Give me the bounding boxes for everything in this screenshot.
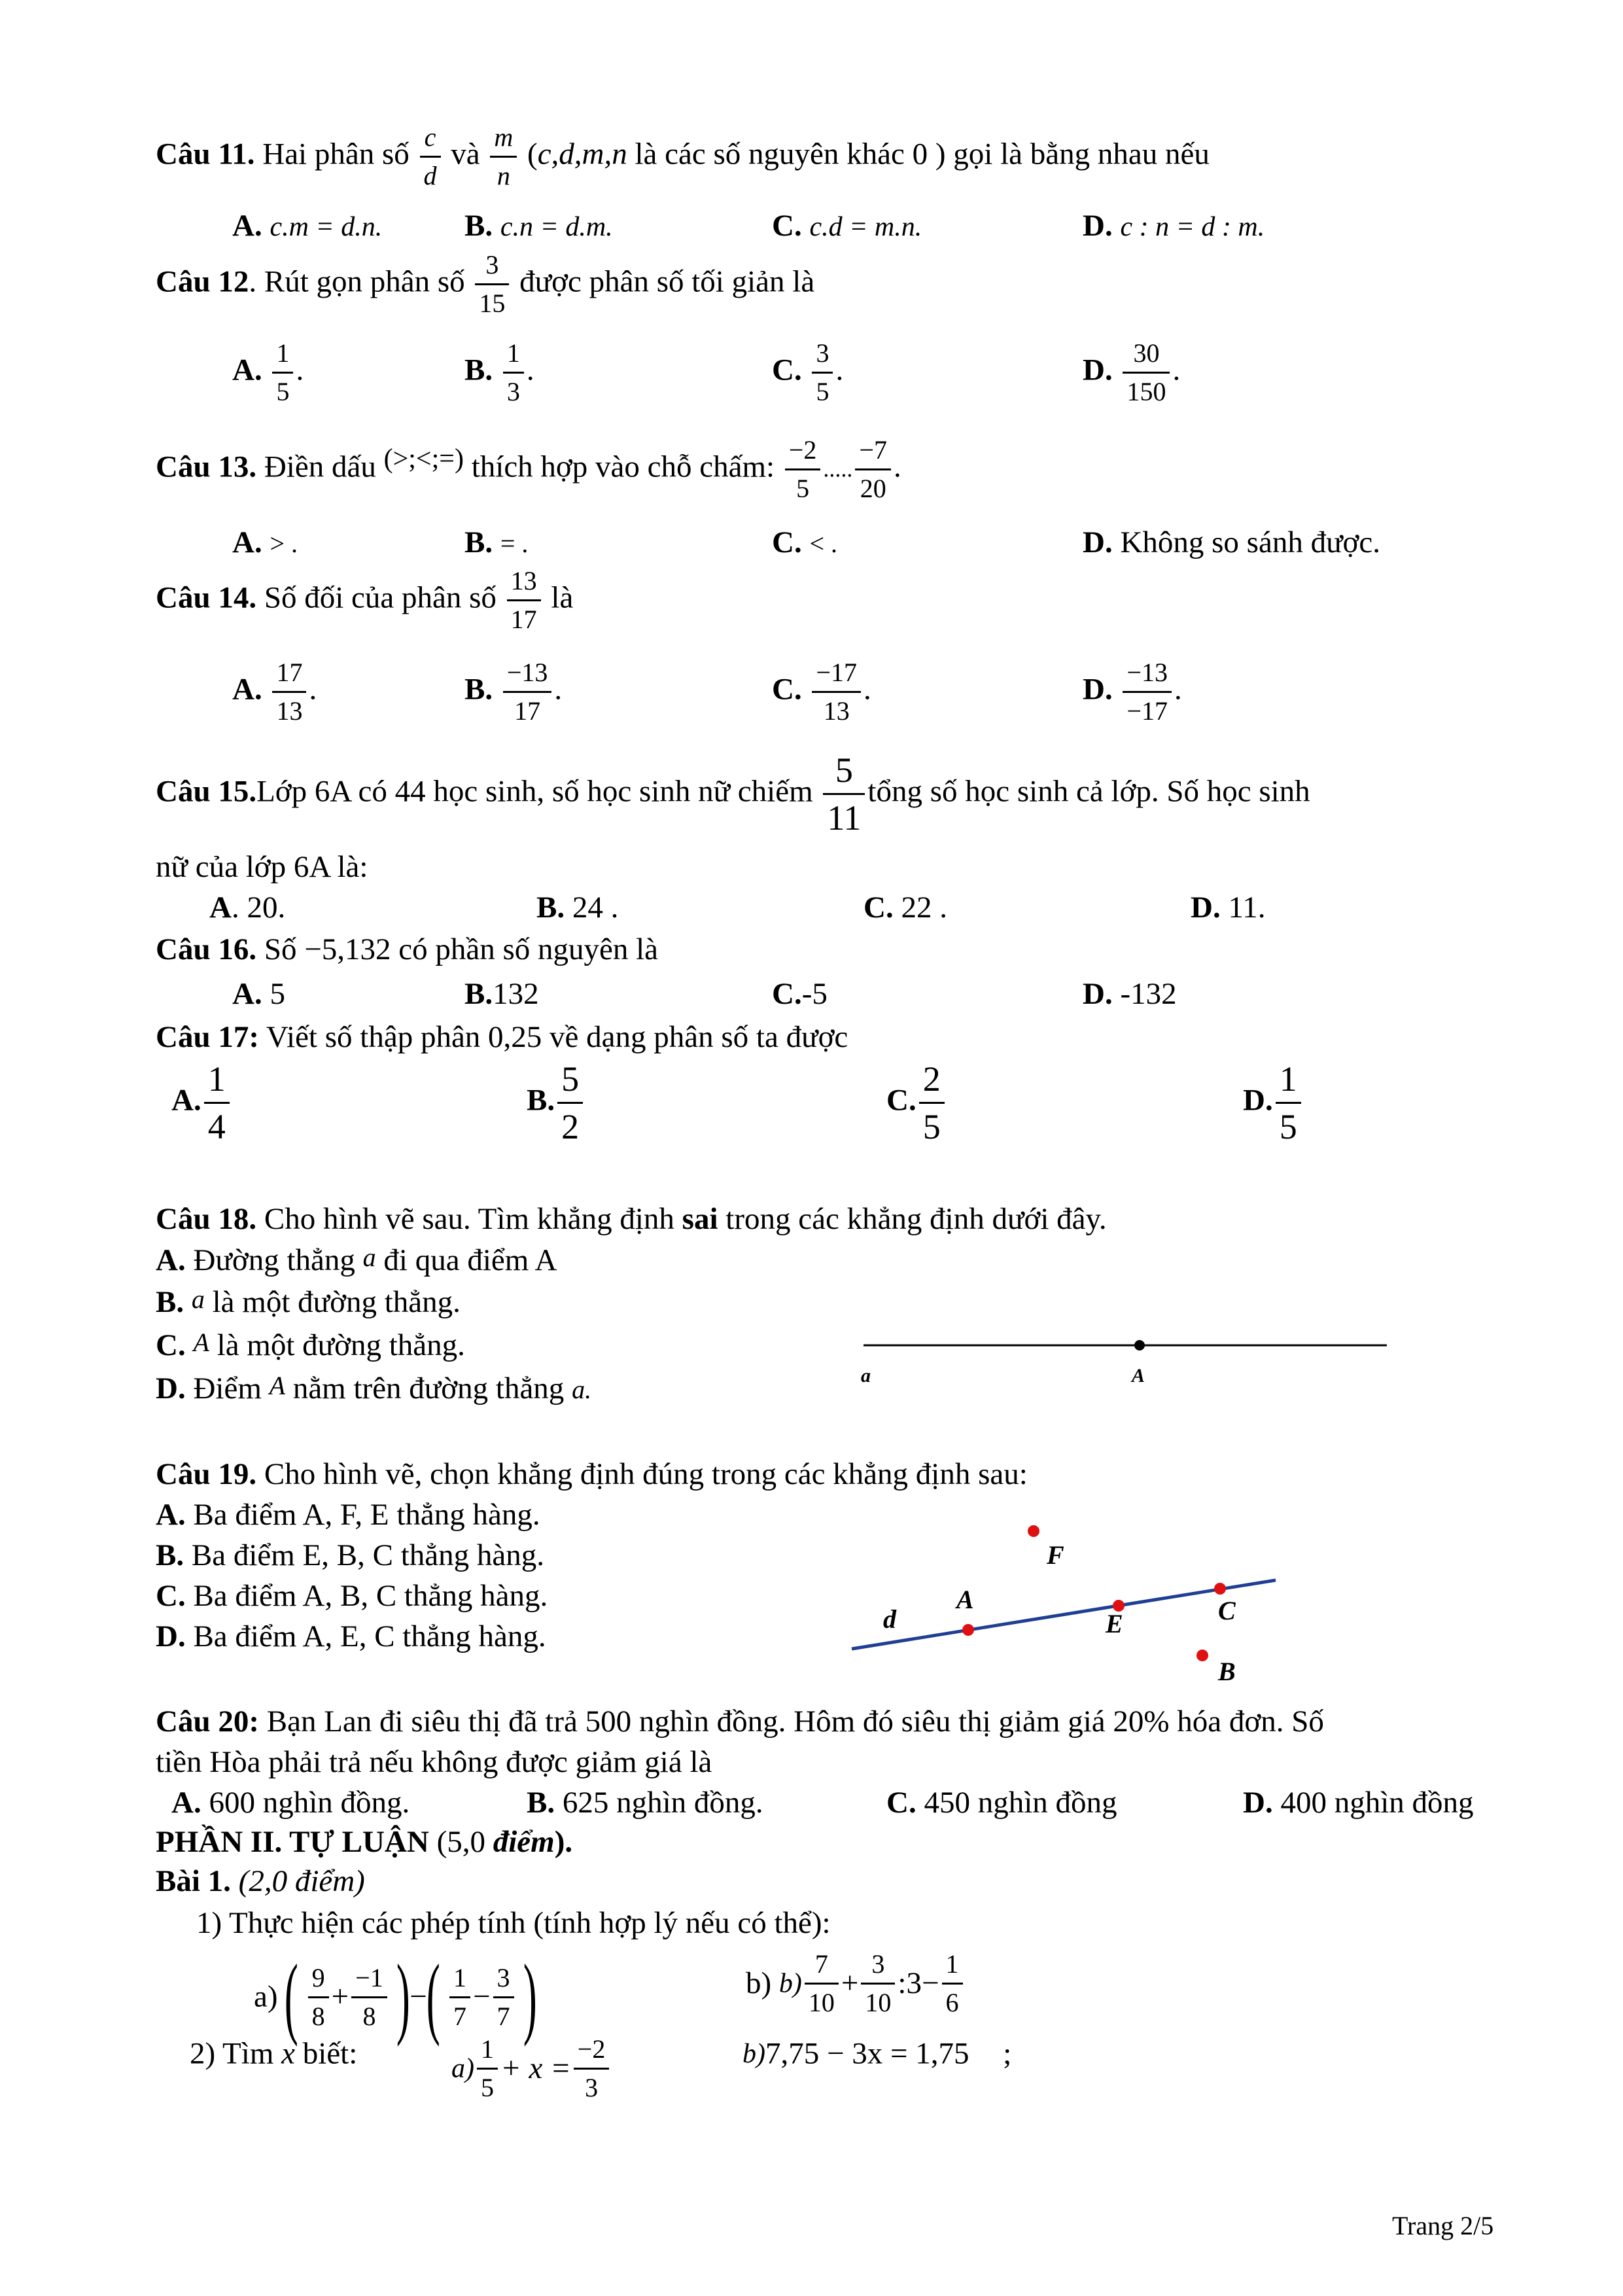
q13-option-b: B. = . [464,525,529,559]
q13-fraction-right: $\frac{-7}{20}$ [855,437,891,502]
q16-option-b: B.132 [464,977,539,1011]
q14-option-c: C. $\frac{-17}{13}$ . [772,658,871,726]
q13-option-a: A. > . [232,525,298,559]
q16-option-c: C.-5 [772,977,828,1011]
q16-stem: Câu 16. Số −5,132 có phần số nguyên là [156,932,659,966]
q12-label: Câu 12 [156,264,249,299]
q16-number: −5,132 [304,932,391,966]
bai1-part1: 1) Thực hiện các phép tính (tính hợp lý nếu có thể): [196,1906,831,1940]
q19-label-b: B [1218,1657,1236,1686]
q19-stem: Câu 19. Cho hình vẽ, chọn khẳng định đúng trong các khẳng định sau: [156,1457,1028,1491]
q11-option-c: C. c.d = m.n. [772,209,922,243]
q15-stem-line2: nữ của lớp 6A là: [156,850,368,884]
q18-option-c: C. A là một đường thẳng. [156,1328,465,1362]
q18-option-a: A. Đường thẳng a đi qua điểm A [156,1243,557,1277]
q18-stem: Câu 18. Cho hình vẽ sau. Tìm khẳng định sai trong các khẳng định dưới đây. [156,1202,1107,1236]
q20-label: Câu 20: [156,1704,259,1739]
q19-label-e: E [1106,1609,1123,1638]
q13-option-c: C. < . [772,525,838,559]
q20-option-d: D. 400 nghìn đồng [1243,1786,1474,1820]
q19-label-f: F [1047,1540,1064,1570]
q18-option-b: B. a là một đường thẳng. [156,1284,461,1319]
q17-option-d: D. $\frac{1}{5}$ [1243,1061,1304,1144]
bai1-heading: Bài 1. (2,0 điểm) [156,1864,365,1898]
q17-option-a: A. $\frac{1}{4}$ [171,1061,232,1144]
q17-stem: Câu 17: Viết số thập phân 0,25 về dạng phân số ta được [156,1020,848,1054]
q14-fraction: $\frac{13}{17}$ [507,568,541,633]
q15-option-d: D. 11. [1191,891,1266,925]
q15-option-c: C. 22 . [864,891,947,925]
q15-option-b: B. 24 . [536,891,619,925]
q19-option-b: B. Ba điểm E, B, C thẳng hàng. [156,1538,544,1572]
q19-label-a: A [956,1585,974,1614]
q16-label: Câu 16. [156,932,257,966]
q19-option-d: D. Ba điểm A, E, C thẳng hàng. [156,1619,546,1653]
q11-label: Câu 11. [156,137,255,171]
q18-point-a [1134,1340,1145,1351]
q20-stem-line2: tiền Hòa phải trả nếu không được giảm giá là [156,1745,712,1779]
bai1-expression-a: a) ( $\frac{9}{8}$ + $\frac{-1}{8}$ )−( $\frac{1}{7}$ − $\frac{3}{7}$ ) [254,1946,538,2047]
q12-fraction: $\frac{3}{15}$ [475,252,509,317]
q16-option-d: D. -132 [1083,977,1177,1011]
q13-fraction-left: $\frac{-2}{5}$ [785,437,821,502]
q11-stem: Câu 11. Hai phân số $\frac{c}{d}$ và $\frac{m}{n}$ (c,d,m,n là các số nguyên khác 0 ) gọi là bằng nhau nếu [156,122,1210,190]
q20-option-b: B. 625 nghìn đồng. [527,1786,763,1820]
q18-option-d: D. Điểm A nằm trên đường thẳng a. [156,1371,592,1405]
bai1-part2: 2) Tìm x biết: [190,2036,358,2071]
q19-point-b [1196,1650,1208,1661]
q19-point-a [962,1624,974,1636]
q14-stem: Câu 14. Số đối của phân số $\frac{13}{17}$ là [156,566,574,634]
q11-fraction-m-n: $\frac{m}{n}$ [490,124,517,189]
q12-option-d: D. $\frac{30}{150}$ . [1083,338,1181,406]
bai1-expression-b: b) b) $\frac{7}{10}$ + $\frac{3}{10}$ :3− $\frac{1}{6}$ [746,1951,966,2016]
q12-option-b: B. $\frac{1}{3}$ . [464,338,534,406]
q15-label: Câu 15. [156,774,257,809]
q19-label-d: d [883,1604,896,1634]
q18-figure [850,1322,1400,1400]
q12-stem: Câu 12. Rút gọn phân số $\frac{3}{15}$ được phân số tối giản là [156,250,815,318]
q20-stem: Câu 20: Bạn Lan đi siêu thị đã trả 500 nghìn đồng. Hôm đó siêu thị giảm giá 20% hóa đơn. Số [156,1704,1324,1739]
q20-option-c: C. 450 nghìn đồng [886,1786,1117,1820]
q11-option-a: A. c.m = d.n. [232,209,383,243]
q19-label-c: C [1218,1596,1236,1625]
find-x-a: a) $\frac{1}{5}$ + x = $\frac{-2}{3}$ [451,2036,612,2101]
q18-label-point-a: A [1132,1365,1145,1386]
q13-label: Câu 13. [156,450,257,484]
q18-label-line-a: a [861,1365,871,1386]
q14-option-a: A. $\frac{17}{13}$ . [232,658,317,726]
q14-option-b: B. $\frac{-13}{17}$ . [464,658,563,726]
q19-option-c: C. Ba điểm A, B, C thẳng hàng. [156,1579,548,1613]
q12-option-a: A. $\frac{1}{5}$ . [232,338,304,406]
q13-option-d: D. Không so sánh được. [1083,525,1381,559]
q19-point-c [1214,1583,1226,1595]
q20-option-a: A. 600 nghìn đồng. [171,1786,410,1820]
q15-stem: Câu 15.Lớp 6A có 44 học sinh, số học sinh nữ chiếm $\frac{5}{11}$ tổng số học sinh cả lớp. Số học sinh [156,751,1310,838]
q14-label: Câu 14. [156,580,257,615]
q19-point-f [1028,1525,1039,1537]
q17-option-b: B. $\frac{5}{2}$ [527,1061,585,1144]
q19-label: Câu 19. [156,1457,257,1491]
q11-fraction-c-d: $\frac{c}{d}$ [420,124,441,189]
q11-option-b: B. c.n = d.m. [464,209,613,243]
find-x-b: b)7,75 − 3x = 1,75 ; [742,2036,1012,2071]
q16-option-a: A. 5 [232,977,285,1011]
part2-heading: PHẦN II. TỰ LUẬN (5,0 điểm). [156,1825,573,1859]
q15-fraction: $\frac{5}{11}$ [823,752,865,836]
page-number: Trang 2/5 [1392,2211,1494,2240]
q14-option-d: D. $\frac{-13}{-17}$ . [1083,658,1182,726]
q19-figure [844,1518,1302,1688]
q11-option-d: D. c : n = d : m. [1083,209,1265,243]
q18-label: Câu 18. [156,1202,257,1236]
q19-option-a: A. Ba điểm A, F, E thẳng hàng. [156,1498,540,1532]
q13-signs: (>;<;=) [383,444,464,474]
q15-option-a: A. 20. [209,891,286,925]
q17-label: Câu 17: [156,1020,259,1054]
q13-stem: Câu 13. Điền dấu (>;<;=) thích hợp vào chỗ chấm: $\frac{-2}{5}$ ..... $\frac{-7}{20}$ . [156,435,901,503]
q17-option-c: C. $\frac{2}{5}$ [886,1061,947,1144]
q19-line-d [852,1580,1276,1649]
q12-option-c: C. $\frac{3}{5}$ . [772,338,844,406]
